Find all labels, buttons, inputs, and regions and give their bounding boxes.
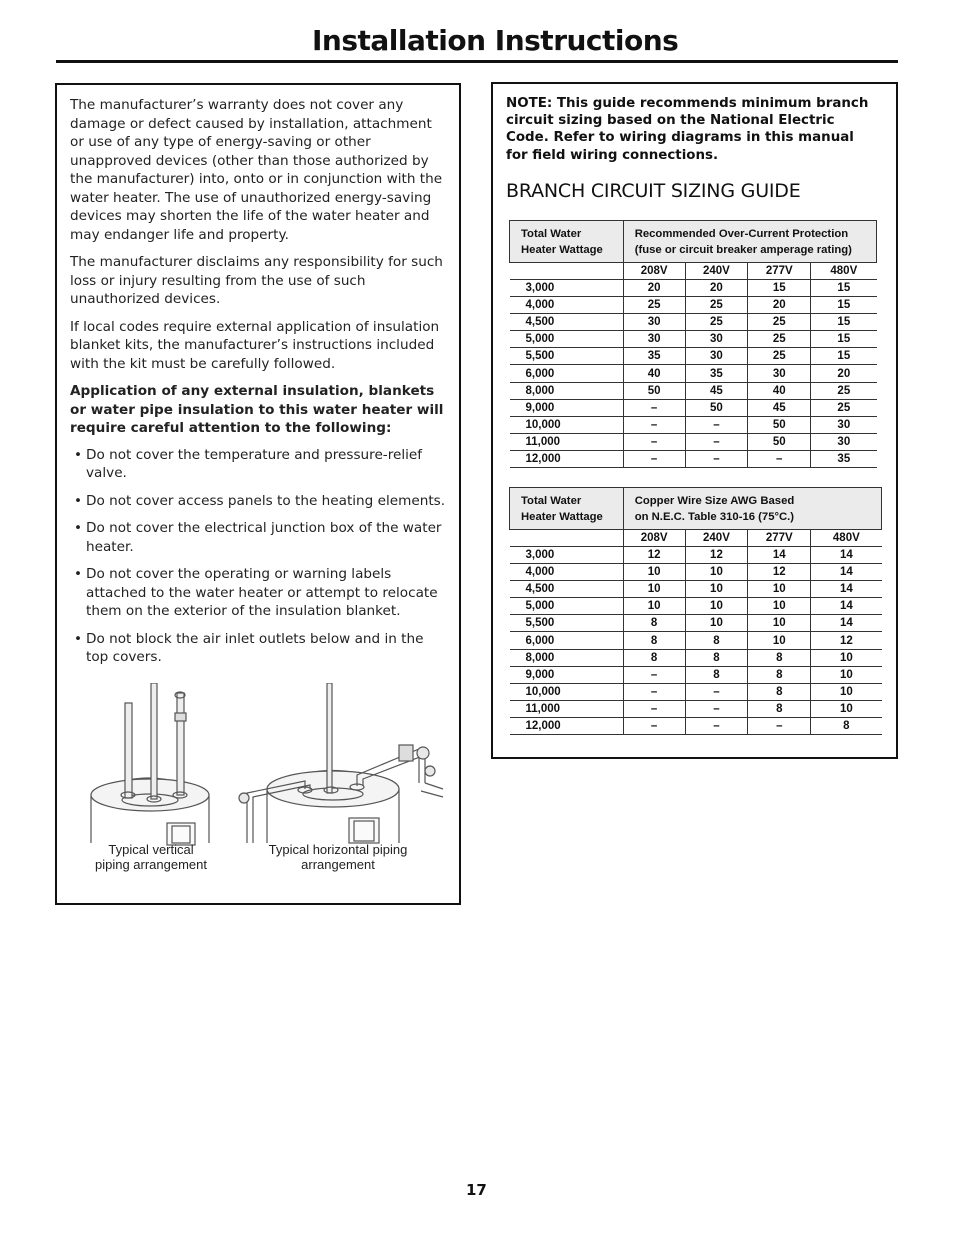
value-cell: 12	[811, 632, 882, 649]
header-line: Heater Wattage	[521, 243, 603, 256]
value-cell: 35	[623, 348, 685, 365]
vertical-piping-caption	[87, 843, 215, 872]
value-cell: 25	[623, 297, 685, 314]
wattage-cell: 5,500	[510, 348, 624, 365]
value-cell: 10	[623, 581, 685, 598]
value-cell: 10	[623, 598, 685, 615]
value-cell: 30	[623, 331, 685, 348]
value-cell: 30	[811, 433, 877, 450]
value-cell: 50	[748, 433, 811, 450]
value-cell: 20	[623, 280, 685, 297]
value-cell: 10	[811, 666, 882, 683]
wattage-cell: 4,500	[510, 314, 624, 331]
insulation-warning-panel	[55, 83, 461, 905]
voltage-header: 208V	[623, 263, 685, 280]
value-cell: 20	[748, 297, 811, 314]
wattage-cell: 4,000	[510, 564, 624, 581]
voltage-header: 240V	[685, 263, 748, 280]
value-cell: 14	[811, 564, 882, 581]
wattage-cell: 6,000	[510, 632, 624, 649]
value-cell: 15	[811, 280, 877, 297]
table-body	[510, 547, 882, 735]
value-cell: 25	[811, 399, 877, 416]
value-cell: –	[685, 700, 748, 717]
table-row	[510, 615, 882, 632]
voltage-header-row	[510, 530, 882, 547]
value-cell: 50	[623, 382, 685, 399]
value-cell: 25	[748, 331, 811, 348]
wattage-cell: 12,000	[510, 717, 624, 734]
value-cell: 10	[748, 581, 811, 598]
wattage-cell: 3,000	[510, 547, 624, 564]
value-cell: 14	[811, 598, 882, 615]
value-cell: 25	[748, 314, 811, 331]
value-cell: 15	[748, 280, 811, 297]
table-row	[510, 666, 882, 683]
value-cell: –	[623, 450, 685, 467]
wattage-cell: 4,500	[510, 581, 624, 598]
wattage-cell: 3,000	[510, 280, 624, 297]
wattage-header	[510, 221, 624, 263]
table-header-row	[510, 221, 877, 263]
value-cell: 30	[685, 331, 748, 348]
caption-line: arrangement	[301, 856, 375, 872]
insulation-kit-paragraph: If local codes require external application of insulation blanket kits, the manufacturer’s instructions included with the kit must be carefully followed.	[70, 318, 440, 372]
table-body	[510, 280, 877, 468]
caption-line: Typical vertical	[108, 842, 194, 857]
value-cell: –	[623, 433, 685, 450]
wattage-cell: 8,000	[510, 382, 624, 399]
table-row	[510, 450, 877, 467]
value-cell: –	[623, 683, 685, 700]
insulation-bullet-list	[70, 446, 450, 667]
voltage-header: 277V	[748, 263, 811, 280]
protection-header	[623, 221, 876, 263]
value-cell: 10	[685, 615, 748, 632]
sizing-note: NOTE: This guide recommends minimum branch circuit sizing based on the National Electric Code. Refer to wiring diagrams in this manual for field wiring connections.	[506, 96, 869, 163]
caption-line: Typical horizontal piping	[268, 842, 408, 857]
voltage-header-row	[510, 263, 877, 280]
value-cell: 30	[623, 314, 685, 331]
page-number: 17	[466, 1181, 487, 1199]
voltage-header: 480V	[811, 530, 882, 547]
header-line: Copper Wire Size AWG Based	[634, 494, 795, 507]
value-cell: –	[623, 700, 685, 717]
value-cell: 14	[811, 547, 882, 564]
wattage-cell: 11,000	[510, 700, 624, 717]
value-cell: 30	[811, 416, 877, 433]
list-item: • Do not cover the electrical junction box of the water heater.	[73, 519, 450, 556]
wattage-cell: 10,000	[510, 683, 624, 700]
value-cell: 40	[748, 382, 811, 399]
table-row	[510, 331, 877, 348]
disclaimer-paragraph: The manufacturer disclaims any responsibility for such loss or injury resulting from the use of such unauthorized devices.	[70, 254, 443, 307]
table-row	[510, 632, 882, 649]
wattage-cell: 4,000	[510, 297, 624, 314]
value-cell: –	[685, 450, 748, 467]
header-line: Recommended Over-Current Protection	[634, 227, 849, 240]
page-title: Installation Instructions	[312, 24, 679, 57]
overcurrent-protection-table	[509, 220, 877, 468]
value-cell: 8	[623, 632, 685, 649]
voltage-header: 240V	[685, 530, 748, 547]
header-line: on N.E.C. Table 310-16 (75°C.)	[634, 510, 795, 523]
table-row	[510, 399, 877, 416]
value-cell: 45	[685, 382, 748, 399]
value-cell: 8	[748, 700, 811, 717]
value-cell: 8	[623, 615, 685, 632]
value-cell: 50	[685, 399, 748, 416]
value-cell: –	[685, 433, 748, 450]
value-cell: 10	[685, 581, 748, 598]
value-cell: 35	[685, 365, 748, 382]
value-cell: 8	[748, 649, 811, 666]
value-cell: 10	[623, 564, 685, 581]
wattage-cell: 8,000	[510, 649, 624, 666]
wattage-cell: 6,000	[510, 365, 624, 382]
wattage-cell: 5,500	[510, 615, 624, 632]
table-row	[510, 717, 882, 734]
header-line: (fuse or circuit breaker amperage rating)	[634, 243, 852, 256]
value-cell: –	[685, 416, 748, 433]
table-row	[510, 700, 882, 717]
table-row	[510, 280, 877, 297]
header-line: Heater Wattage	[521, 510, 603, 523]
value-cell: 40	[623, 365, 685, 382]
wattage-cell: 12,000	[510, 450, 624, 467]
value-cell: 12	[623, 547, 685, 564]
wattage-cell: 9,000	[510, 399, 624, 416]
value-cell: 10	[748, 598, 811, 615]
list-item: • Do not block the air inlet outlets below and in the top covers.	[73, 630, 450, 667]
wattage-cell: 5,000	[510, 598, 624, 615]
table-header-row	[510, 488, 882, 530]
value-cell: 8	[811, 717, 882, 734]
wattage-header	[510, 488, 624, 530]
voltage-header: 480V	[811, 263, 877, 280]
value-cell: 15	[811, 331, 877, 348]
horizontal-piping-caption	[255, 843, 421, 872]
sizing-guide-title: BRANCH CIRCUIT SIZING GUIDE	[506, 180, 801, 202]
warranty-paragraph: The manufacturer’s warranty does not cover any damage or defect caused by installation, attachment or use of any type of energy-saving or other unapproved devices (other than those authorized by the manufacturer) into, onto or in conjunction with the water heater. The use of unauthorized energy-saving devices may shorten the life of the water heater and may endanger life and property.	[70, 97, 443, 243]
list-item: • Do not cover the operating or warning labels attached to the water heater or attempt to relocate them on the exterior of the insulation blanket.	[73, 565, 450, 621]
value-cell: 8	[748, 666, 811, 683]
table-row	[510, 683, 882, 700]
table-row	[510, 416, 877, 433]
blank-cell	[510, 263, 624, 280]
value-cell: 50	[748, 416, 811, 433]
value-cell: 35	[811, 450, 877, 467]
caption-line: piping arrangement	[94, 856, 208, 872]
value-cell: –	[623, 717, 685, 734]
table-row	[510, 598, 882, 615]
value-cell: –	[685, 717, 748, 734]
table-row	[510, 297, 877, 314]
value-cell: –	[685, 683, 748, 700]
piping-arrangement-illustration	[87, 683, 447, 853]
title-divider	[56, 60, 898, 63]
voltage-header: 208V	[623, 530, 685, 547]
wattage-cell: 10,000	[510, 416, 624, 433]
wire-size-header	[623, 488, 881, 530]
warning-text	[70, 96, 450, 676]
table-row	[510, 365, 877, 382]
value-cell: –	[623, 416, 685, 433]
value-cell: 30	[748, 365, 811, 382]
value-cell: 12	[748, 564, 811, 581]
voltage-header: 277V	[748, 530, 811, 547]
value-cell: –	[748, 450, 811, 467]
table-row	[510, 581, 882, 598]
value-cell: 14	[748, 547, 811, 564]
value-cell: 25	[685, 297, 748, 314]
header-line: Total Water	[521, 494, 582, 507]
value-cell: 14	[811, 615, 882, 632]
table-row	[510, 348, 877, 365]
value-cell: 10	[811, 683, 882, 700]
value-cell: 12	[685, 547, 748, 564]
value-cell: –	[748, 717, 811, 734]
value-cell: 15	[811, 348, 877, 365]
wattage-cell: 5,000	[510, 331, 624, 348]
value-cell: 8	[685, 649, 748, 666]
value-cell: 10	[748, 632, 811, 649]
value-cell: 15	[811, 314, 877, 331]
value-cell: –	[623, 666, 685, 683]
table-row	[510, 433, 877, 450]
branch-circuit-panel	[491, 82, 898, 759]
value-cell: 25	[685, 314, 748, 331]
table-row	[510, 314, 877, 331]
value-cell: 10	[811, 649, 882, 666]
value-cell: 20	[811, 365, 877, 382]
wattage-cell: 11,000	[510, 433, 624, 450]
list-item: • Do not cover access panels to the heating elements.	[73, 492, 450, 511]
table-row	[510, 547, 882, 564]
wattage-cell: 9,000	[510, 666, 624, 683]
value-cell: 10	[685, 564, 748, 581]
value-cell: 8	[685, 632, 748, 649]
table-row	[510, 382, 877, 399]
value-cell: 8	[623, 649, 685, 666]
value-cell: 14	[811, 581, 882, 598]
table-row	[510, 649, 882, 666]
blank-cell	[510, 530, 624, 547]
value-cell: 45	[748, 399, 811, 416]
value-cell: 10	[685, 598, 748, 615]
wire-size-table	[509, 487, 882, 735]
value-cell: 15	[811, 297, 877, 314]
value-cell: 10	[748, 615, 811, 632]
value-cell: 10	[811, 700, 882, 717]
table-row	[510, 564, 882, 581]
list-item: • Do not cover the temperature and pressure-relief valve.	[73, 446, 450, 483]
value-cell: 20	[685, 280, 748, 297]
value-cell: 25	[811, 382, 877, 399]
header-line: Total Water	[521, 227, 582, 240]
value-cell: 30	[685, 348, 748, 365]
value-cell: –	[623, 399, 685, 416]
value-cell: 25	[748, 348, 811, 365]
value-cell: 8	[748, 683, 811, 700]
value-cell: 8	[685, 666, 748, 683]
insulation-attention-heading: Application of any external insulation, blankets or water pipe insulation to this water heater will require careful attention to the following:	[70, 383, 444, 436]
